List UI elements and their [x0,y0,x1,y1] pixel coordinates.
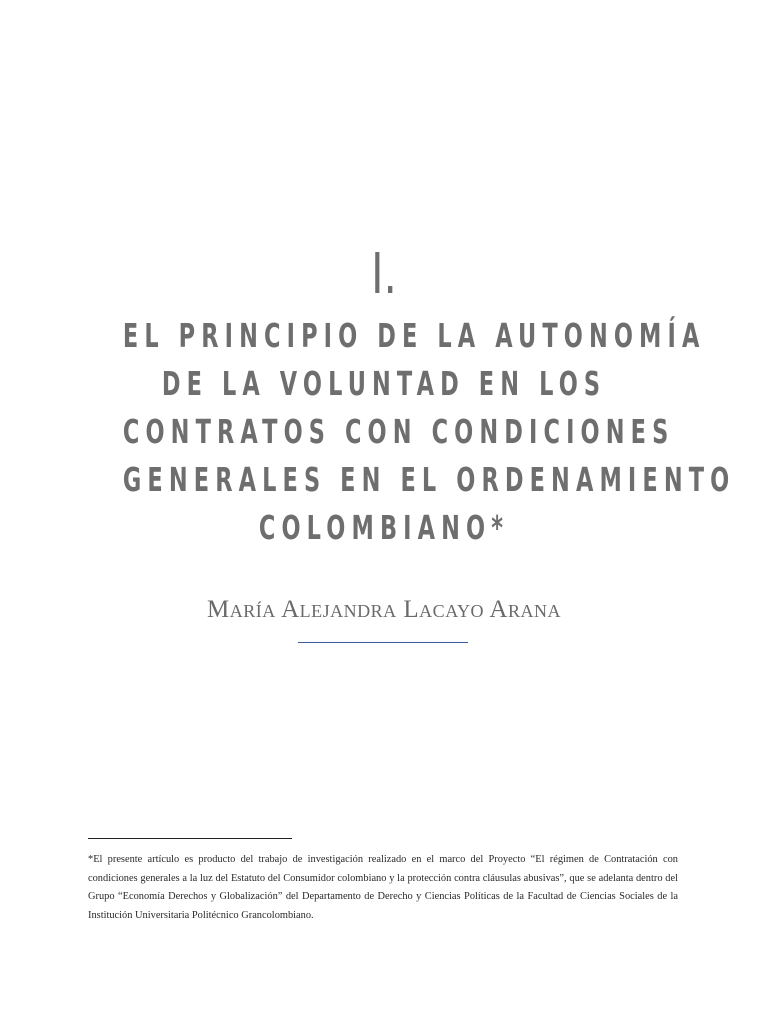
chapter-title-line: COLOMBIANO* [258,508,510,547]
chapter-title-line: DE LA VOLUNTAD EN LOS [161,364,607,403]
chapter-title-line: GENERALES EN EL ORDENAMIENTO [122,460,736,499]
chapter-number: I. [371,242,397,307]
chapter-title [0,312,768,552]
author-name: María Alejandra Lacayo Arana [207,596,561,623]
author-divider [298,642,468,643]
chapter-title-line: CONTRATOS CON CONDICIONES [122,412,675,451]
footnote-text: *El presente artículo es producto del trabajo de investigación realizado en el marco del Proyecto “El régimen de Contratación con condiciones generales a la luz del Estatuto del Consumidor colombiano y la protección contra cláusulas abusivas”, que se adelanta dentro del Grupo “Economía Derechos y Globalización” del Departamento de Derecho y Ciencias Políticas de la Facultad de Ciencias Sociales de la Institución Universitaria Politécnico Grancolombiano. [88,854,678,921]
chapter-title-line: EL PRINCIPIO DE LA AUTONOMÍA [122,316,706,355]
footnote-divider [88,838,292,839]
